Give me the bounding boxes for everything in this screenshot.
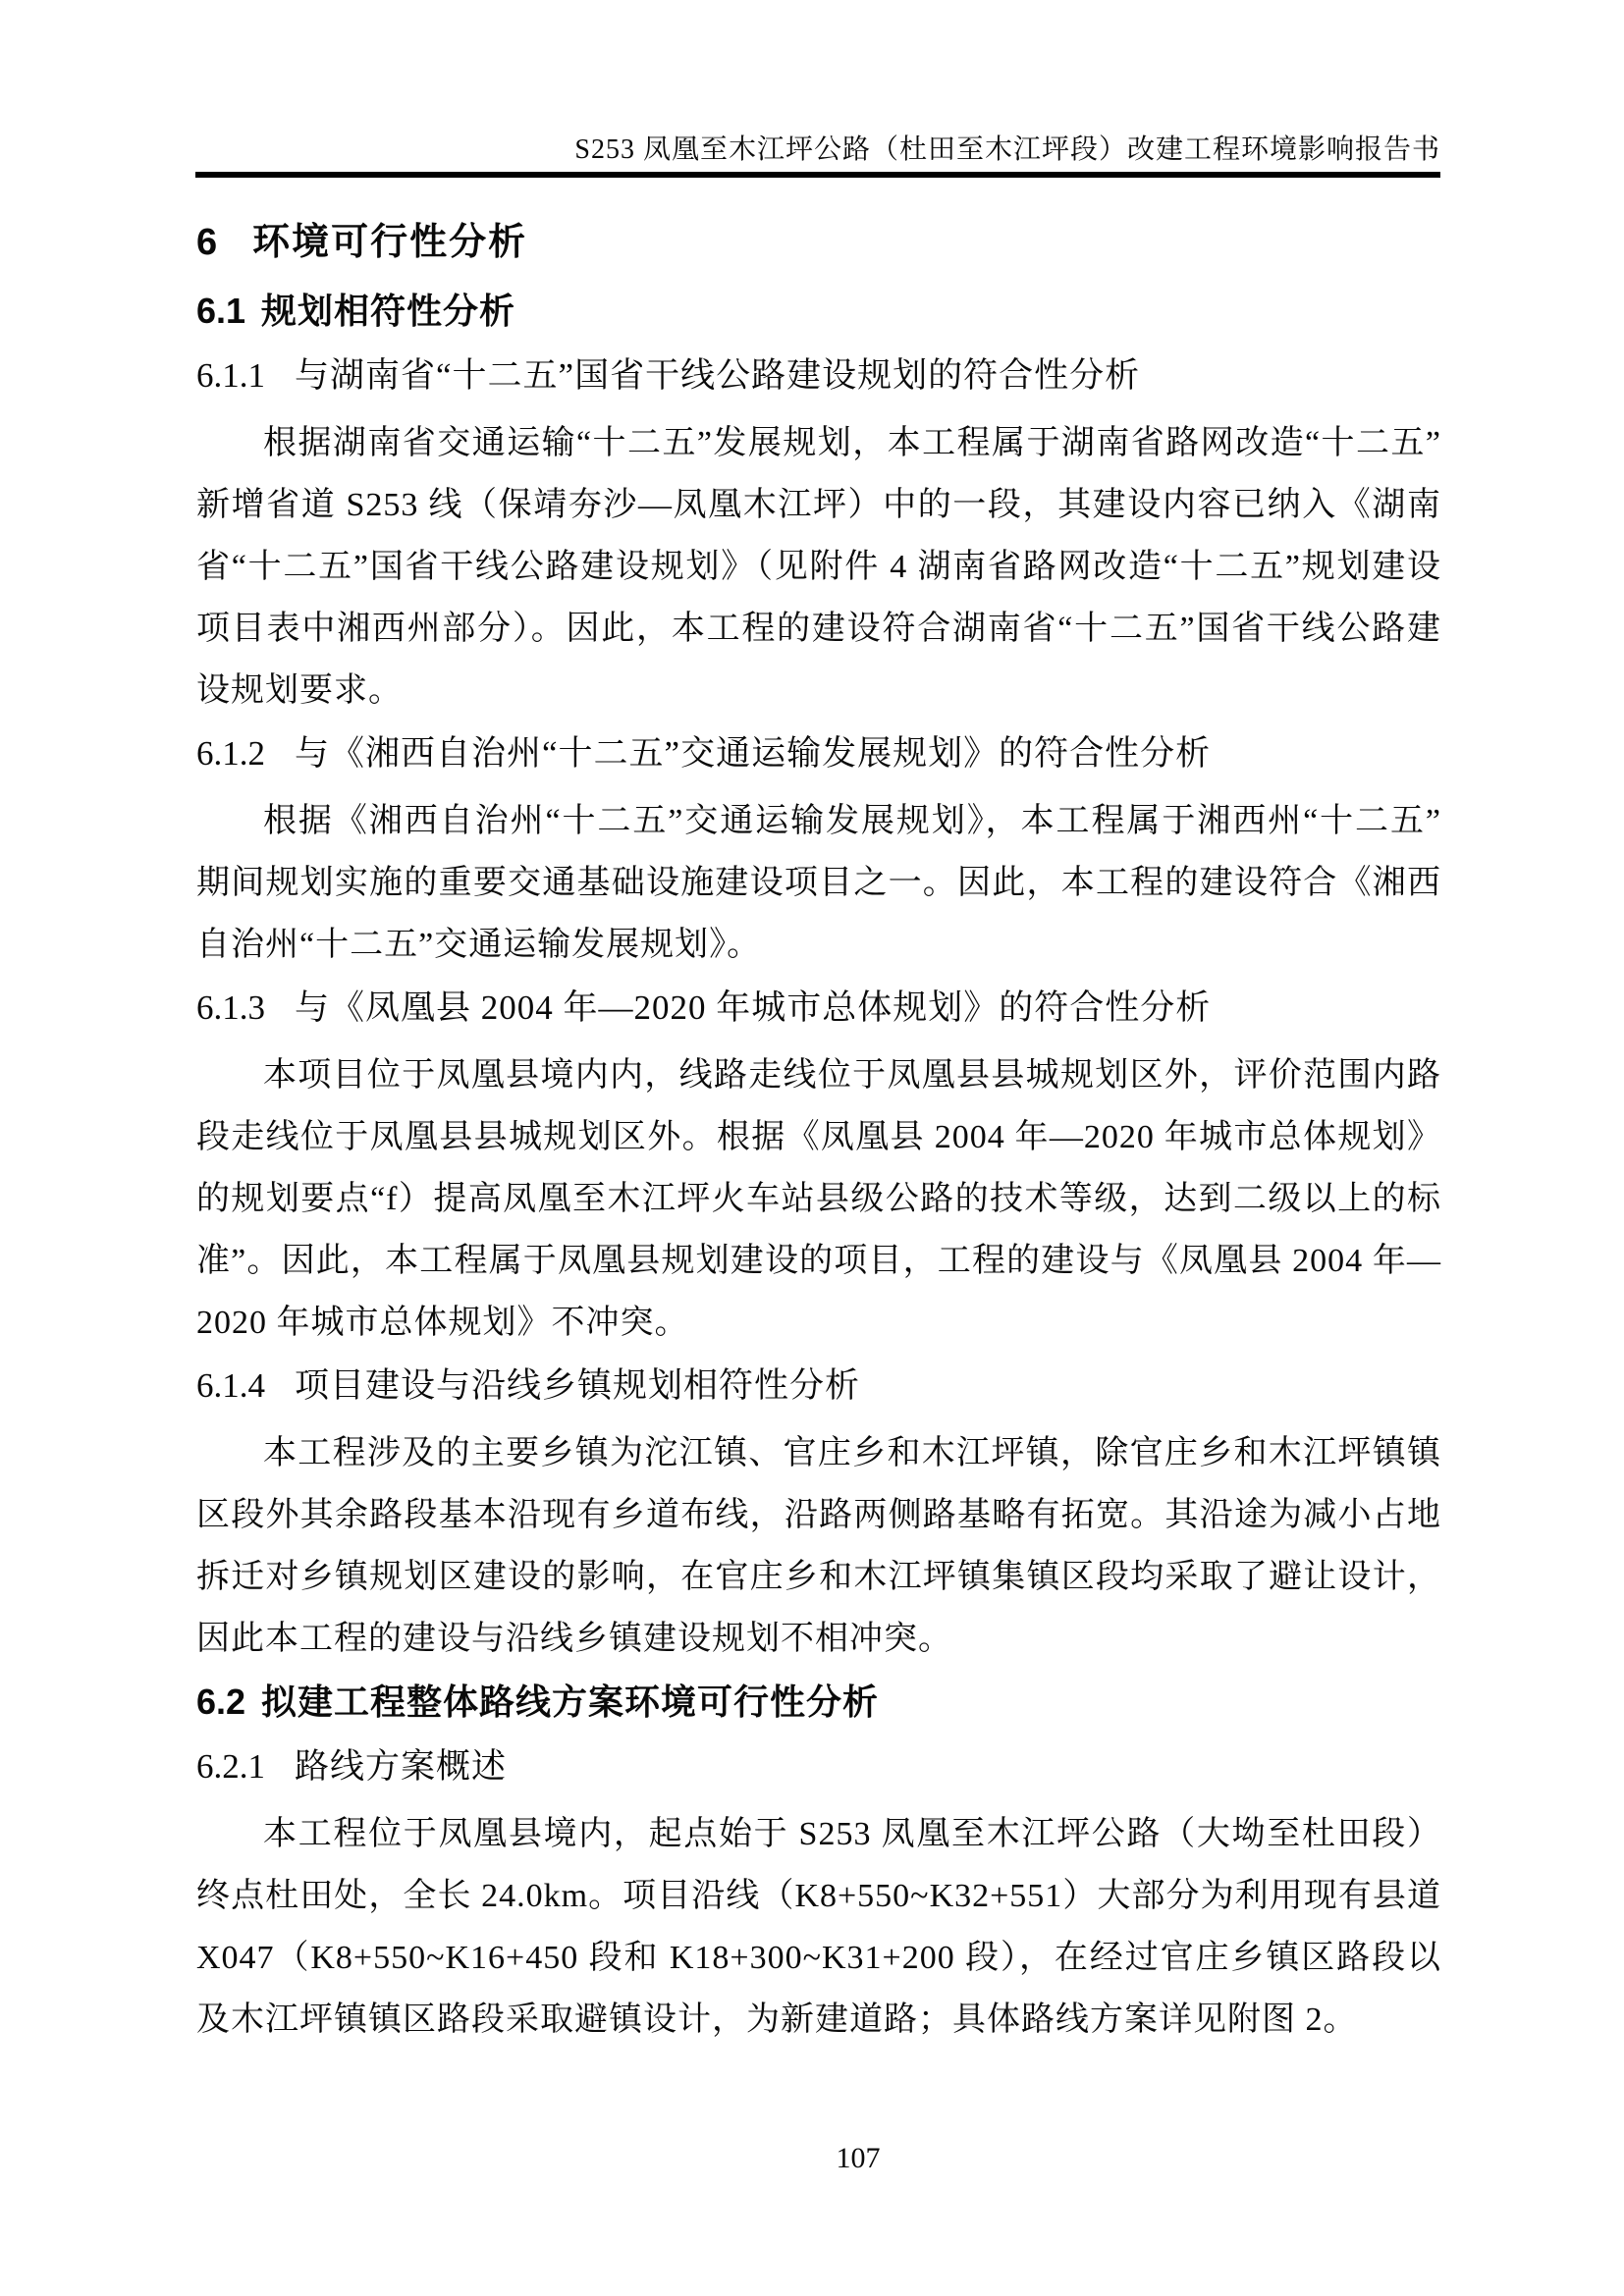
section-number: 6.2.1: [196, 1747, 265, 1786]
section-title: 与《湘西自治州“十二五”交通运输发展规划》的符合性分析: [295, 734, 1212, 773]
section-heading-6-1: [196, 279, 1441, 344]
section-title: 环境可行性分析: [252, 222, 528, 263]
section-number: 6: [196, 222, 218, 263]
header-rule: [195, 172, 1440, 178]
section-heading-6: [196, 206, 1441, 279]
section-title: 项目建设与沿线乡镇规划相符性分析: [295, 1366, 861, 1405]
section-title: 路线方案概述: [295, 1747, 508, 1786]
page-number: 107: [836, 2142, 881, 2174]
document-body: [196, 206, 1441, 2051]
page-header: [196, 128, 1440, 167]
page-footer: [196, 2142, 1441, 2175]
section-title: 拟建工程整体路线方案环境可行性分析: [261, 1682, 880, 1722]
section-title: 规划相符性分析: [261, 291, 516, 331]
section-number: 6.1.2: [196, 734, 265, 773]
paragraph-fenghuang-plan: 本项目位于凤凰县境内内，线路走线位于凤凰县县城规划区外，评价范围内路段走线位于凤凰县县城规划区外。根据《凤凰县 2004 年—2020 年城市总体规划》的规划要点“f）提高凤凰至木江坪火车站县级公路的技术等级，达到二级以上的标准”。因此，本工程属于凤凰县规划建设的项目，工程的建设与《凤凰县 2004 年—2020 年城市总体规划》不冲突。: [196, 1057, 1441, 1341]
header-title: S253 凤凰至木江坪公路（杜田至木江坪段）改建工程环境影响报告书: [574, 134, 1440, 165]
section-heading-6-1-1: [196, 344, 1441, 408]
section-number: 6.1.4: [196, 1366, 265, 1405]
section-heading-6-2: [196, 1670, 1441, 1735]
section-number: 6.1.1: [196, 356, 265, 395]
section-heading-6-1-2: [196, 721, 1441, 786]
section-number: 6.1: [196, 291, 246, 331]
section-title: 与《凤凰县 2004 年—2020 年城市总体规划》的符合性分析: [295, 988, 1212, 1027]
section-heading-6-1-4: [196, 1354, 1441, 1418]
paragraph-hunan-plan: 根据湖南省交通运输“十二五”发展规划，本工程属于湖南省路网改造“十二五”新增省道 S253 线（保靖夯沙—凤凰木江坪）中的一段，其建设内容已纳入《湖南省“十二五”国省干线公路建设规划》（见附件 4 湖南省路网改造“十二五”规划建设项目表中湘西州部分）。因此，本工程的建设符合湖南省“十二五”国省干线公路建设规划要求。: [196, 425, 1441, 709]
section-number: 6.1.3: [196, 988, 265, 1027]
section-heading-6-1-3: [196, 976, 1441, 1041]
paragraph-township-plan: 本工程涉及的主要乡镇为沱江镇、官庄乡和木江坪镇，除官庄乡和木江坪镇镇区段外其余路段基本沿现有乡道布线，沿路两侧路基略有拓宽。其沿途为减小占地拆迁对乡镇规划区建设的影响，在官庄乡和木江坪镇集镇区段均采取了避让设计，因此本工程的建设与沿线乡镇建设规划不相冲突。: [196, 1435, 1441, 1657]
section-number: 6.2: [196, 1682, 246, 1722]
section-title: 与湖南省“十二五”国省干线公路建设规划的符合性分析: [295, 356, 1141, 395]
section-heading-6-2-1: [196, 1735, 1441, 1799]
paragraph-xiangxi-plan: 根据《湘西自治州“十二五”交通运输发展规划》，本工程属于湘西州“十二五”期间规划实施的重要交通基础设施建设项目之一。因此，本工程的建设符合《湘西自治州“十二五”交通运输发展规划》。: [196, 803, 1441, 963]
paragraph-route-overview: 本工程位于凤凰县境内，起点始于 S253 凤凰至木江坪公路（大坳至杜田段）终点杜田处，全长 24.0km。项目沿线（K8+550~K32+551）大部分为利用现有县道 X047（K8+550~K16+450 段和 K18+300~K31+200 段），在经过官庄乡镇区路段以及木江坪镇镇区路段采取避镇设计，为新建道路；具体路线方案详见附图 2。: [196, 1816, 1441, 2038]
